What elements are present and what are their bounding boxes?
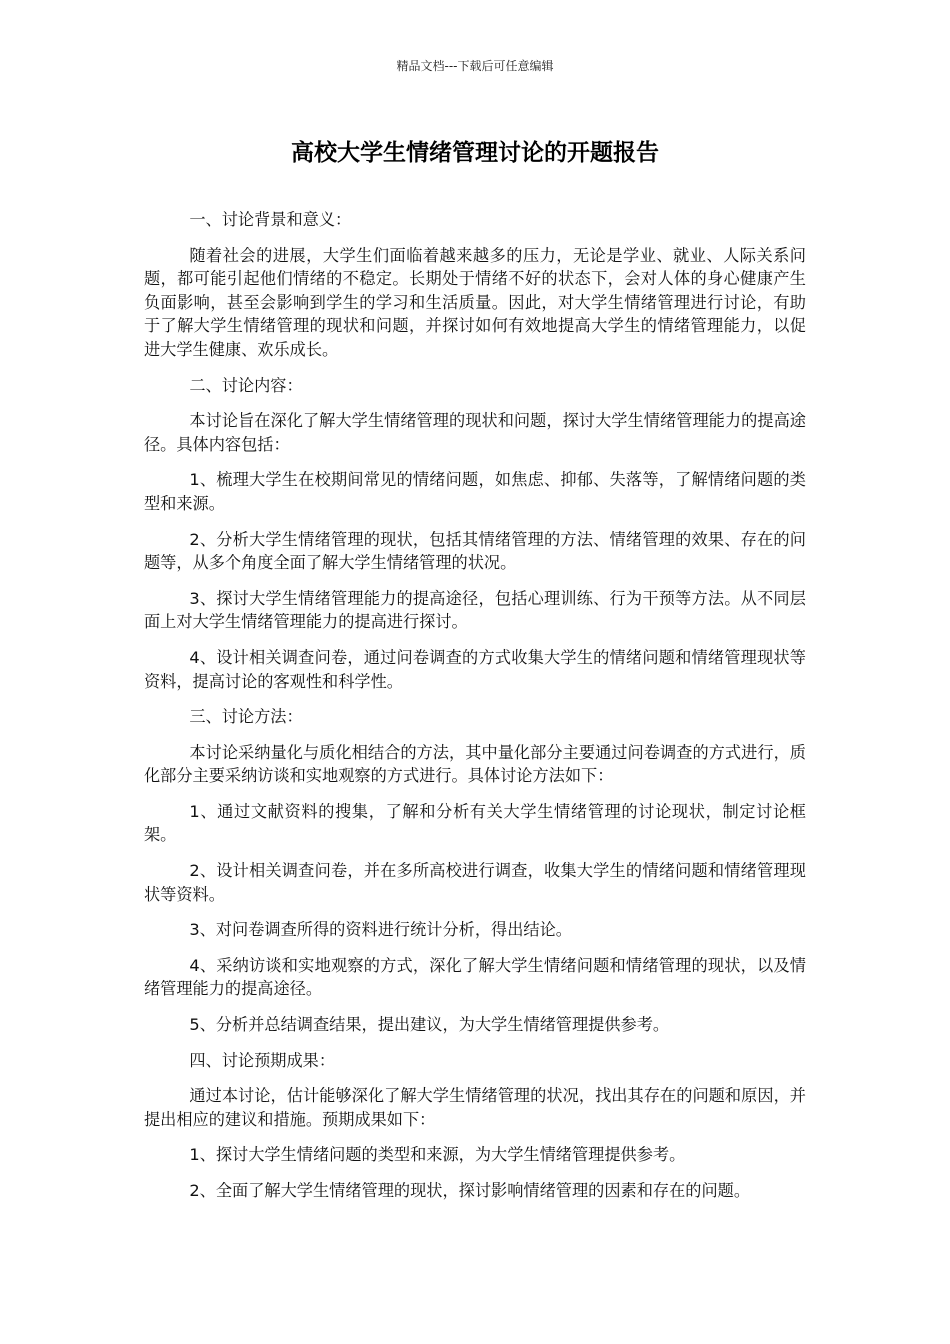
document-body <box>144 208 806 1215</box>
outcomes-item-2: 2、全面了解大学生情绪管理的现状，探讨影响情绪管理的因素和存在的问题。 <box>189 1181 751 1200</box>
method-item-2: 2、设计相关调查问卷，并在多所高校进行调查，收集大学生的情绪问题和情绪管理现状等资料。 <box>144 861 806 904</box>
method-item-4: 4、采纳访谈和实地观察的方式，深化了解大学生情绪问题和情绪管理的现状，以及情绪管理能力的提高途径。 <box>144 955 806 999</box>
document-title: 高校大学生情绪管理讨论的开题报告 <box>291 140 659 166</box>
method-intro-paragraph: 本讨论采纳量化与质化相结合的方法，其中量化部分主要通过问卷调查的方式进行，质化部分主要采纳访谈和实地观察的方式进行。具体讨论方法如下： <box>144 742 806 786</box>
background-paragraph: 随着社会的进展，大学生们面临着越来越多的压力，无论是学业、就业、人际关系问题，都可能引起他们情绪的不稳定。长期处于情绪不好的状态下，会对人体的身心健康产生负面影响，甚至会影响到学生的学习和生活质量。因此，对大学生情绪管理进行讨论，有助于了解大学生情绪管理的现状和问题，并探讨如何有效地提高大学生的情绪管理能力，以促进大学生健康、欢乐成长。 <box>144 245 806 359</box>
section-heading-method: 三、讨论方法： <box>189 707 303 727</box>
content-item-1: 1、梳理大学生在校期间常见的情绪问题，如焦虑、抑郁、失落等，了解情绪问题的类型和来源。 <box>144 470 806 513</box>
section-heading-content: 二、讨论内容： <box>189 375 303 395</box>
content-intro-paragraph: 本讨论旨在深化了解大学生情绪管理的现状和问题，探讨大学生情绪管理能力的提高途径。具体内容包括： <box>144 411 806 454</box>
section-heading-outcomes: 四、讨论预期成果： <box>189 1050 336 1070</box>
content-item-2: 2、分析大学生情绪管理的现状，包括其情绪管理的方法、情绪管理的效果、存在的问题等，从多个角度全面了解大学生情绪管理的状况。 <box>144 529 806 573</box>
content-item-3: 3、探讨大学生情绪管理能力的提高途径，包括心理训练、行为干预等方法。从不同层面上对大学生情绪管理能力的提高进行探讨。 <box>144 588 806 632</box>
method-item-5: 5、分析并总结调查结果，提出建议，为大学生情绪管理提供参考。 <box>189 1015 670 1035</box>
section-heading-background: 一、讨论背景和意义： <box>189 210 352 229</box>
outcomes-intro-paragraph: 通过本讨论，估计能够深化了解大学生情绪管理的状况，找出其存在的问题和原因，并提出相应的建议和措施。预期成果如下： <box>144 1086 806 1129</box>
header-note: 精品文档---下载后可任意编辑 <box>396 59 554 73</box>
outcomes-item-1: 1、探讨大学生情绪问题的类型和来源，为大学生情绪管理提供参考。 <box>189 1145 686 1165</box>
method-item-1: 1、通过文献资料的搜集，了解和分析有关大学生情绪管理的讨论现状，制定讨论框架。 <box>144 801 806 845</box>
method-item-3: 3、对问卷调查所得的资料进行统计分析，得出结论。 <box>189 920 572 940</box>
content-item-4: 4、设计相关调查问卷，通过问卷调查的方式收集大学生的情绪问题和情绪管理现状等资料，提高讨论的客观性和科学性。 <box>144 647 806 691</box>
